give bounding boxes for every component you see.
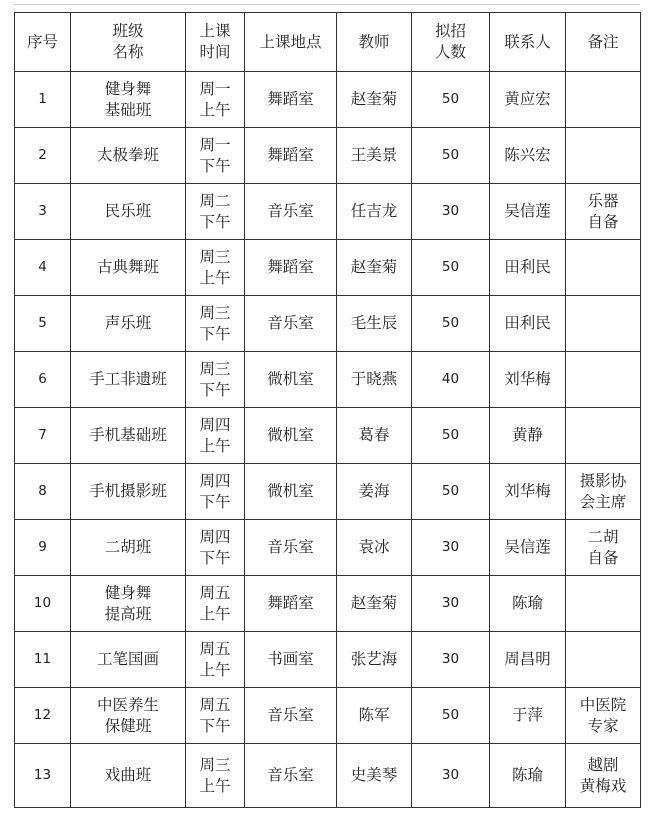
cell-teacher: 王美景 <box>337 128 412 184</box>
table-row <box>15 520 641 576</box>
cell-quota: 50 <box>412 240 490 296</box>
cell-teacher: 陈军 <box>337 688 412 744</box>
cell-seq: 13 <box>15 744 71 808</box>
cell-class-name: 声乐班 <box>71 296 186 352</box>
cell-class-name: 古典舞班 <box>71 240 186 296</box>
cell-quota: 50 <box>412 72 490 128</box>
cell-seq: 7 <box>15 408 71 464</box>
cell-class-name: 工笔国画 <box>71 632 186 688</box>
header-seq: 序号 <box>15 13 71 72</box>
cell-contact: 陈兴宏 <box>490 128 566 184</box>
header-note: 备注 <box>566 13 641 72</box>
table-row <box>15 352 641 408</box>
cell-quota: 40 <box>412 352 490 408</box>
cell-teacher: 史美琴 <box>337 744 412 808</box>
cell-place: 音乐室 <box>245 184 337 240</box>
cell-contact: 黄静 <box>490 408 566 464</box>
cell-contact: 陈瑜 <box>490 576 566 632</box>
cell-class-name: 二胡班 <box>71 520 186 576</box>
cell-seq: 11 <box>15 632 71 688</box>
cell-time: 周四 下午 <box>186 520 245 576</box>
cell-seq: 4 <box>15 240 71 296</box>
cell-class-name: 手机摄影班 <box>71 464 186 520</box>
cell-note: 摄影协 会主席 <box>566 464 641 520</box>
cell-teacher: 葛春 <box>337 408 412 464</box>
header-time: 上课 时间 <box>186 13 245 72</box>
table-row <box>15 240 641 296</box>
cell-time: 周四 上午 <box>186 408 245 464</box>
cell-place: 微机室 <box>245 464 337 520</box>
cell-class-name: 太极拳班 <box>71 128 186 184</box>
table-row <box>15 688 641 744</box>
header-class-name: 班级 名称 <box>71 13 186 72</box>
cell-seq: 5 <box>15 296 71 352</box>
cell-contact: 周昌明 <box>490 632 566 688</box>
cell-teacher: 毛生辰 <box>337 296 412 352</box>
cell-class-name: 健身舞 基础班 <box>71 72 186 128</box>
table-row <box>15 128 641 184</box>
cell-contact: 田利民 <box>490 296 566 352</box>
cell-seq: 1 <box>15 72 71 128</box>
cell-class-name: 手工非遗班 <box>71 352 186 408</box>
cell-note <box>566 352 641 408</box>
cell-note <box>566 72 641 128</box>
cell-class-name: 中医养生 保健班 <box>71 688 186 744</box>
cell-quota: 30 <box>412 576 490 632</box>
cell-contact: 吴信莲 <box>490 184 566 240</box>
cell-teacher: 袁冰 <box>337 520 412 576</box>
cell-quota: 30 <box>412 632 490 688</box>
cell-quota: 50 <box>412 464 490 520</box>
table-header-row <box>15 13 641 72</box>
cell-seq: 3 <box>15 184 71 240</box>
cell-note: 越剧 黄梅戏 <box>566 744 641 808</box>
cell-place: 音乐室 <box>245 520 337 576</box>
cell-time: 周五 上午 <box>186 632 245 688</box>
cell-teacher: 赵奎菊 <box>337 72 412 128</box>
cell-time: 周三 上午 <box>186 744 245 808</box>
cell-time: 周五 下午 <box>186 688 245 744</box>
cell-contact: 于萍 <box>490 688 566 744</box>
cell-note <box>566 240 641 296</box>
table-row <box>15 464 641 520</box>
table-row <box>15 744 641 808</box>
cell-seq: 6 <box>15 352 71 408</box>
cell-contact: 刘华梅 <box>490 352 566 408</box>
cell-place: 音乐室 <box>245 744 337 808</box>
cell-note: 乐器 自备 <box>566 184 641 240</box>
cell-quota: 50 <box>412 128 490 184</box>
cell-seq: 2 <box>15 128 71 184</box>
cell-place: 舞蹈室 <box>245 576 337 632</box>
header-teacher: 教师 <box>337 13 412 72</box>
cell-time: 周一 下午 <box>186 128 245 184</box>
cell-place: 微机室 <box>245 408 337 464</box>
cell-contact: 田利民 <box>490 240 566 296</box>
cell-class-name: 手机基础班 <box>71 408 186 464</box>
cell-contact: 黄应宏 <box>490 72 566 128</box>
cell-class-name: 民乐班 <box>71 184 186 240</box>
cell-quota: 50 <box>412 688 490 744</box>
cell-class-name: 戏曲班 <box>71 744 186 808</box>
cell-time: 周二 下午 <box>186 184 245 240</box>
top-divider <box>14 4 640 5</box>
class-schedule-table <box>14 12 641 808</box>
cell-quota: 30 <box>412 744 490 808</box>
header-place: 上课地点 <box>245 13 337 72</box>
cell-seq: 9 <box>15 520 71 576</box>
table-row <box>15 184 641 240</box>
cell-place: 舞蹈室 <box>245 72 337 128</box>
cell-time: 周四 下午 <box>186 464 245 520</box>
cell-place: 音乐室 <box>245 688 337 744</box>
cell-teacher: 赵奎菊 <box>337 576 412 632</box>
cell-place: 微机室 <box>245 352 337 408</box>
cell-teacher: 姜海 <box>337 464 412 520</box>
cell-place: 舞蹈室 <box>245 240 337 296</box>
cell-time: 周三 下午 <box>186 352 245 408</box>
cell-place: 舞蹈室 <box>245 128 337 184</box>
cell-teacher: 赵奎菊 <box>337 240 412 296</box>
cell-class-name: 健身舞 提高班 <box>71 576 186 632</box>
cell-teacher: 于晓燕 <box>337 352 412 408</box>
cell-quota: 50 <box>412 408 490 464</box>
cell-seq: 10 <box>15 576 71 632</box>
cell-time: 周五 上午 <box>186 576 245 632</box>
cell-note <box>566 296 641 352</box>
table-row <box>15 576 641 632</box>
cell-note: 二胡 自备 <box>566 520 641 576</box>
cell-teacher: 张艺海 <box>337 632 412 688</box>
cell-place: 音乐室 <box>245 296 337 352</box>
table-body <box>15 72 641 808</box>
table-row <box>15 408 641 464</box>
cell-seq: 12 <box>15 688 71 744</box>
cell-quota: 30 <box>412 520 490 576</box>
table-row <box>15 296 641 352</box>
table-row <box>15 632 641 688</box>
cell-time: 周三 上午 <box>186 240 245 296</box>
cell-time: 周一 上午 <box>186 72 245 128</box>
cell-quota: 50 <box>412 296 490 352</box>
cell-place: 书画室 <box>245 632 337 688</box>
cell-note <box>566 576 641 632</box>
cell-note: 中医院 专家 <box>566 688 641 744</box>
cell-note <box>566 632 641 688</box>
cell-note <box>566 128 641 184</box>
cell-teacher: 任吉龙 <box>337 184 412 240</box>
cell-time: 周三 下午 <box>186 296 245 352</box>
cell-note <box>566 408 641 464</box>
cell-seq: 8 <box>15 464 71 520</box>
header-contact: 联系人 <box>490 13 566 72</box>
cell-contact: 刘华梅 <box>490 464 566 520</box>
table-row <box>15 72 641 128</box>
cell-quota: 30 <box>412 184 490 240</box>
cell-contact: 陈瑜 <box>490 744 566 808</box>
header-quota: 拟招 人数 <box>412 13 490 72</box>
cell-contact: 吴信莲 <box>490 520 566 576</box>
